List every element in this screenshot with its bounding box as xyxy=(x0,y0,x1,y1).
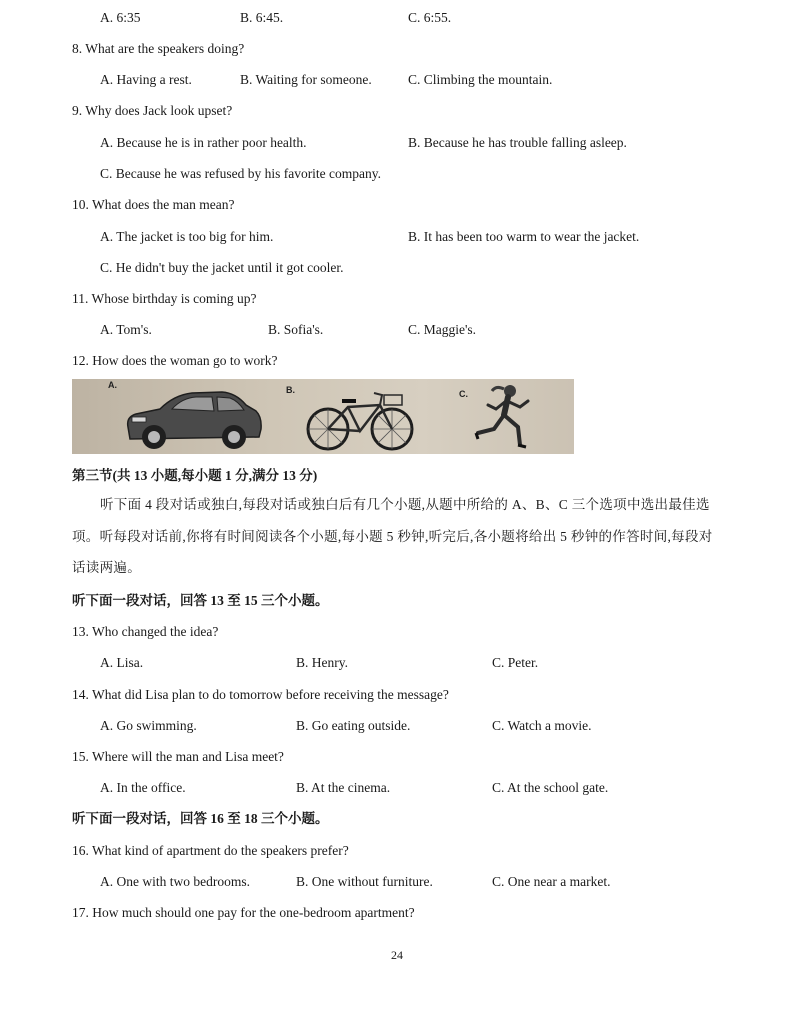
q15-question: 15. Where will the man and Lisa meet? xyxy=(72,749,284,764)
q13-option-a: A. Lisa. xyxy=(100,655,144,670)
q7-option-a: A. 6:35 xyxy=(100,10,141,25)
q12-picture-options xyxy=(72,379,574,454)
q9-option-b: B. Because he has trouble falling asleep. xyxy=(408,135,627,150)
page-number: 24 xyxy=(391,948,403,962)
q14-option-c: C. Watch a movie. xyxy=(492,718,592,733)
runner-icon xyxy=(470,383,542,453)
q11-option-a: A. Tom's. xyxy=(100,322,152,337)
q14-question: 14. What did Lisa plan to do tomorrow before receiving the message? xyxy=(72,687,449,702)
dialog1-heading: 听下面一段对话，回答 13 至 15 三个小题。 xyxy=(72,593,329,608)
q12-question: 12. How does the woman go to work? xyxy=(72,353,278,368)
q15-option-c: C. At the school gate. xyxy=(492,780,609,795)
dialog2-heading: 听下面一段对话，回答 16 至 18 三个小题。 xyxy=(72,811,329,826)
q13-option-c: C. Peter. xyxy=(492,655,539,670)
q7-option-c: C. 6:55. xyxy=(408,10,452,25)
section3-instructions: 听下面 4 段对话或独白,每段对话或独白后有几个小题,从题中所给的 A、B、C 三个选项中选出最佳选项。听每段对话前,你将有时间阅读各个小题,每小题 5 秒钟,听完后,各小题将给出 5 秒钟的作答时间,每段对话读两遍。 xyxy=(72,497,713,575)
q10-option-b: B. It has been too warm to wear the jacket. xyxy=(408,229,640,244)
q12-image-label-a: A. xyxy=(108,380,117,390)
q14-option-b: B. Go eating outside. xyxy=(296,718,411,733)
bicycle-icon xyxy=(304,387,416,451)
q8-question: 8. What are the speakers doing? xyxy=(72,41,245,56)
q16-question: 16. What kind of apartment do the speakers prefer? xyxy=(72,843,349,858)
q14-option-a: A. Go swimming. xyxy=(100,718,197,733)
q11-option-c: C. Maggie's. xyxy=(408,322,477,337)
q16-option-c: C. One near a market. xyxy=(492,874,611,889)
q12-image-label-b: B. xyxy=(286,385,295,395)
q10-option-c: C. He didn't buy the jacket until it got cooler. xyxy=(100,260,344,275)
q8-option-a: A. Having a rest. xyxy=(100,72,192,87)
car-icon xyxy=(122,387,264,451)
q11-question: 11. Whose birthday is coming up? xyxy=(72,291,257,306)
q17-question: 17. How much should one pay for the one-bedroom apartment? xyxy=(72,905,415,920)
q13-question: 13. Who changed the idea? xyxy=(72,624,219,639)
q15-option-a: A. In the office. xyxy=(100,780,186,795)
q10-option-a: A. The jacket is too big for him. xyxy=(100,229,274,244)
q7-option-b: B. 6:45. xyxy=(240,10,284,25)
section3-heading: 第三节(共 13 小题,每小题 1 分,满分 13 分) xyxy=(72,468,318,483)
q9-question: 9. Why does Jack look upset? xyxy=(72,103,233,118)
q11-option-b: B. Sofia's. xyxy=(268,322,324,337)
q13-option-b: B. Henry. xyxy=(296,655,348,670)
q8-option-b: B. Waiting for someone. xyxy=(240,72,372,87)
q15-option-b: B. At the cinema. xyxy=(296,780,391,795)
q9-option-c: C. Because he was refused by his favorite company. xyxy=(100,166,382,181)
q16-option-a: A. One with two bedrooms. xyxy=(100,874,250,889)
q12-image-label-c: C. xyxy=(459,389,468,399)
q10-question: 10. What does the man mean? xyxy=(72,197,235,212)
q8-option-c: C. Climbing the mountain. xyxy=(408,72,553,87)
q16-option-b: B. One without furniture. xyxy=(296,874,433,889)
q9-option-a: A. Because he is in rather poor health. xyxy=(100,135,307,150)
